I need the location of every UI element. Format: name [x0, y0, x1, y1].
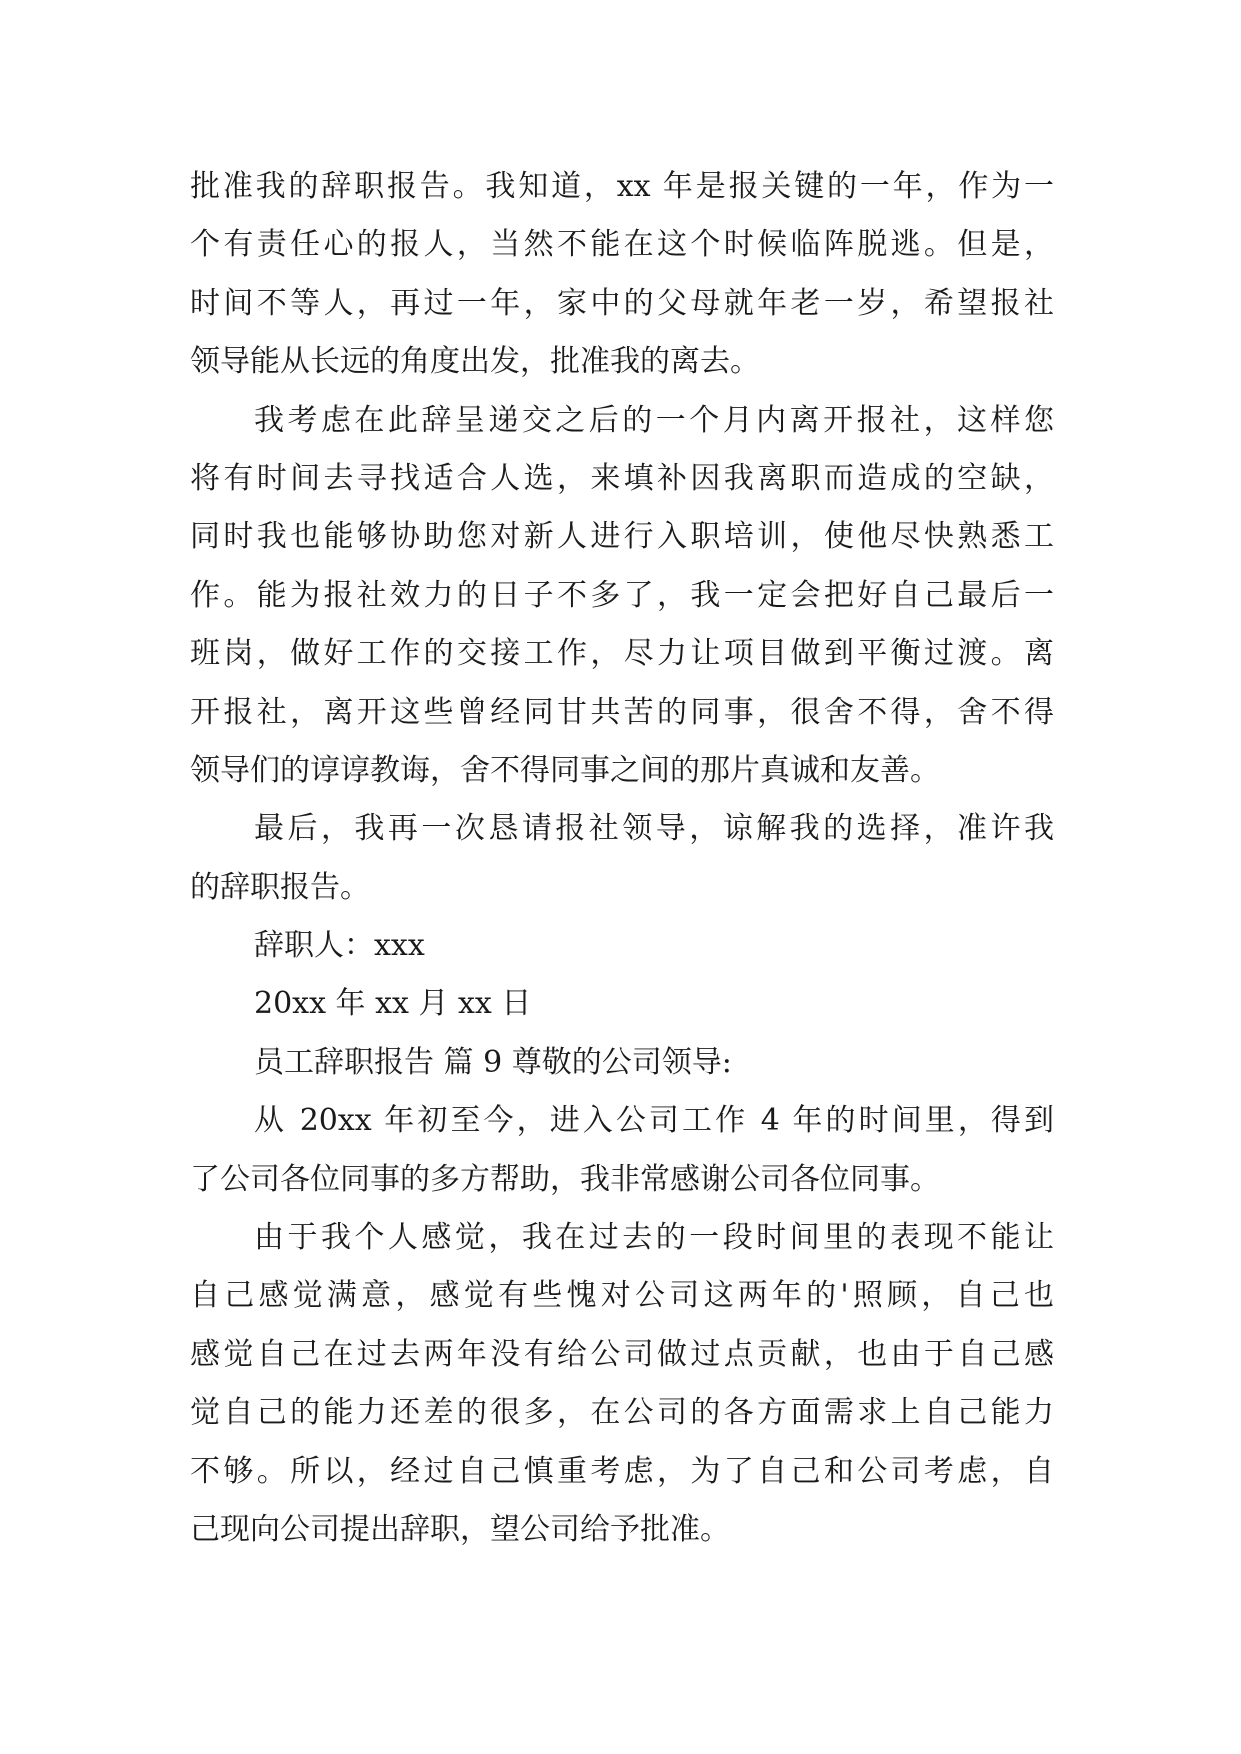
text-line-23: 不够。所以，经过自己慎重考虑，为了自己和公司考虑，自	[190, 1453, 1054, 1489]
text-line-1: 批准我的辞职报告。我知道，xx 年是报关键的一年，作为一	[190, 169, 1054, 204]
text-line-24: 己现向公司提出辞职，望公司给予批准。	[190, 1511, 730, 1547]
text-line-5: 我考虑在此辞呈递交之后的一个月内离开报社，这样您	[254, 402, 1054, 438]
text-line-17: 从 20xx 年初至今，进入公司工作 4 年的时间里，得到	[254, 1103, 1054, 1139]
text-line-11: 领导们的谆谆教诲，舍不得同事之间的那片真诚和友善。	[190, 752, 940, 788]
text-line-4: 领导能从长远的角度出发，批准我的离去。	[190, 344, 760, 380]
text-line-6: 将有时间去寻找适合人选，来填补因我离职而造成的空缺，	[190, 460, 1054, 496]
text-line-19: 由于我个人感觉，我在过去的一段时间里的表现不能让	[254, 1220, 1054, 1256]
text-line-8: 作。能为报社效力的日子不多了，我一定会把好自己最后一	[190, 577, 1054, 613]
text-line-9: 班岗，做好工作的交接工作，尽力让项目做到平衡过渡。离	[190, 636, 1054, 672]
text-line-18: 了公司各位同事的多方帮助，我非常感谢公司各位同事。	[190, 1161, 940, 1197]
text-line-7: 同时我也能够协助您对新人进行入职培训，使他尽快熟悉工	[190, 519, 1054, 555]
text-line-22: 觉自己的能力还差的很多，在公司的各方面需求上自己能力	[190, 1395, 1054, 1431]
text-line-21: 感觉自己在过去两年没有给公司做过点贡献，也由于自己感	[190, 1336, 1054, 1372]
text-line-3: 时间不等人，再过一年，家中的父母就年老一岁，希望报社	[190, 285, 1054, 321]
signature-line: 辞职人：xxx	[254, 928, 425, 964]
section-heading: 员工辞职报告 篇 9 尊敬的公司领导:	[254, 1044, 732, 1080]
text-line-20: 自己感觉满意，感觉有些愧对公司这两年的'照顾，自己也	[190, 1278, 1054, 1314]
text-line-13: 的辞职报告。	[190, 869, 370, 905]
document-body	[190, 158, 1054, 1559]
text-line-12: 最后，我再一次恳请报社领导，谅解我的选择，准许我	[254, 811, 1054, 847]
text-line-2: 个有责任心的报人，当然不能在这个时候临阵脱逃。但是，	[190, 227, 1054, 263]
date-line: 20xx 年 xx 月 xx 日	[254, 986, 532, 1022]
text-line-10: 开报社，离开这些曾经同甘共苦的同事，很舍不得，舍不得	[190, 694, 1054, 730]
